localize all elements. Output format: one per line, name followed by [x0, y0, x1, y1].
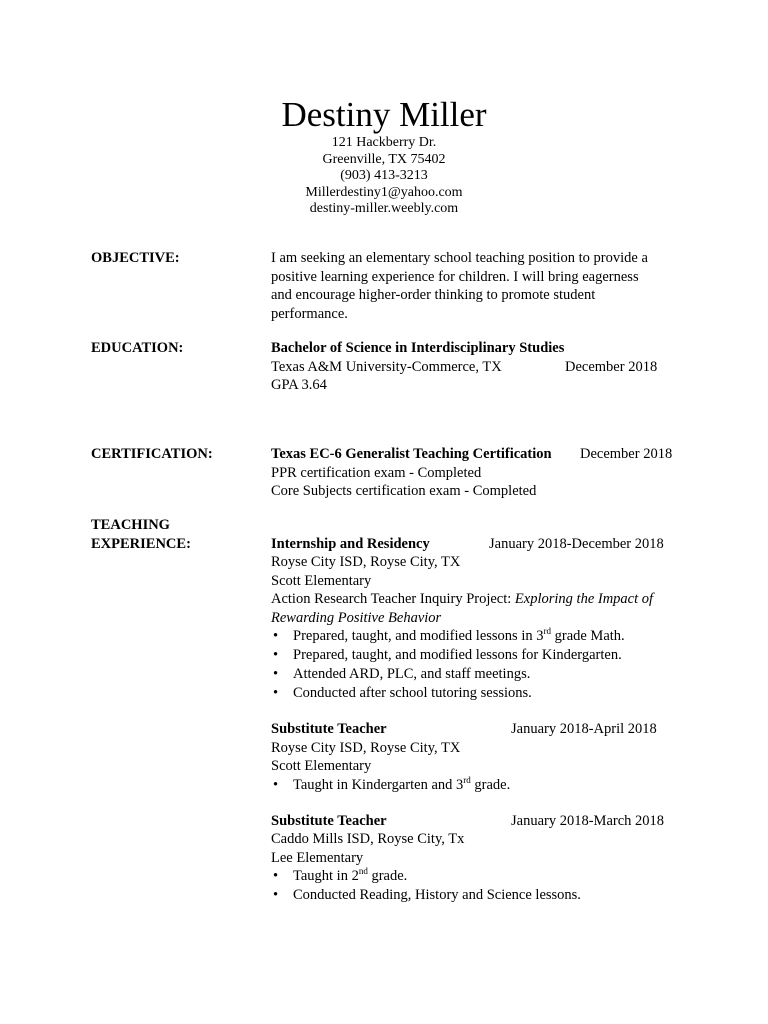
experience-label: [91, 516, 261, 553]
research-project: [271, 590, 691, 609]
degree-title: Bachelor of Science in Interdisciplinary Studies: [271, 340, 565, 356]
job-bullet: [271, 867, 691, 886]
research-project-prefix: Action Research Teacher Inquiry Project:: [271, 591, 515, 607]
job-date: January 2018-March 2018: [511, 812, 665, 829]
ordinal-suffix: nd: [358, 866, 368, 877]
job-title: Internship and Residency: [271, 535, 430, 552]
research-project-title-continued: Rewarding Positive Behavior: [271, 609, 442, 626]
address-line-1: 121 Hackberry Dr.: [331, 135, 437, 150]
job-bullet-list: [271, 776, 691, 795]
objective-line: positive learning experience for children. I will bring eagerness: [271, 268, 639, 285]
job-bullet: • Prepared, taught, and modified lessons for Kindergarten.: [271, 646, 691, 665]
job-bullet-list: [271, 867, 691, 905]
job-bullet: [271, 627, 691, 646]
address-line-2: Greenville, TX 75402: [322, 151, 446, 167]
education-label: EDUCATION:: [91, 340, 184, 356]
gpa: GPA 3.64: [271, 377, 327, 393]
objective-label: OBJECTIVE:: [91, 250, 180, 266]
certification-row: [271, 445, 691, 464]
education-body: [271, 339, 691, 395]
certification-item: Core Subjects certification exam - Completed: [271, 483, 537, 499]
objective-line: I am seeking an elementary school teaching position to provide a: [271, 250, 648, 266]
bullet-text: Taught in 2: [293, 868, 359, 884]
experience-label-line: EXPERIENCE:: [91, 535, 191, 552]
resume-header: [0, 95, 768, 218]
phone-number: (903) 413-3213: [340, 168, 428, 183]
job-bullet: • Conducted after school tutoring sessions.: [271, 684, 691, 703]
bullet-text: grade.: [470, 776, 511, 793]
job-bullet: • Conducted Reading, History and Science lessons.: [271, 886, 691, 905]
bullet-text: Prepared, taught, and modified lessons in 3: [293, 628, 544, 644]
school-row: [271, 358, 691, 377]
job-entry: [271, 812, 691, 906]
bullet-text: grade Math.: [550, 628, 625, 644]
job-school: Scott Elementary: [271, 758, 372, 774]
job-district: Royse City ISD, Royse City, TX: [271, 554, 461, 570]
job-school: Scott Elementary: [271, 572, 372, 589]
job-bullet-list: [271, 627, 691, 703]
job-school: Lee Elementary: [271, 849, 364, 866]
ordinal-suffix: rd: [463, 774, 471, 785]
job-date: January 2018-December 2018: [489, 535, 664, 552]
job-title-row: [271, 720, 691, 739]
certification-title: Texas EC-6 Generalist Teaching Certification: [271, 446, 552, 462]
email-address: Millerdestiny1@yahoo.com: [305, 184, 463, 200]
job-title-row: [271, 535, 691, 554]
bullet-text: Taught in Kindergarten and 3: [293, 776, 464, 793]
ordinal-suffix: rd: [543, 626, 551, 637]
job-entry: [271, 535, 691, 704]
experience-label-line: TEACHING: [91, 517, 170, 533]
school-name: Texas A&M University-Commerce, TX: [271, 358, 502, 375]
objective-text: [271, 249, 691, 323]
certification-body: [271, 445, 691, 501]
objective-line: performance.: [271, 305, 348, 322]
candidate-name: Destiny Miller: [281, 95, 487, 134]
job-entry: [271, 720, 691, 795]
job-title-row: [271, 812, 691, 831]
objective-line: and encourage higher-order thinking to promote student: [271, 287, 596, 303]
experience-body: [271, 535, 691, 906]
certification-item: PPR certification exam - Completed: [271, 464, 482, 481]
job-bullet: • Attended ARD, PLC, and staff meetings.: [271, 665, 691, 684]
certification-date: December 2018: [580, 446, 673, 462]
job-bullet: [271, 776, 691, 795]
research-project-title: Exploring the Impact of: [514, 591, 654, 607]
job-date: January 2018-April 2018: [511, 721, 657, 737]
certification-label: CERTIFICATION:: [91, 446, 213, 462]
bullet-text: grade.: [367, 868, 408, 884]
job-title: Substitute Teacher: [271, 721, 387, 737]
education-date: December 2018: [565, 358, 658, 375]
job-district: Royse City ISD, Royse City, TX: [271, 739, 461, 756]
job-title: Substitute Teacher: [271, 812, 387, 829]
website-url: destiny-miller.weebly.com: [309, 201, 459, 216]
job-district: Caddo Mills ISD, Royse City, Tx: [271, 831, 465, 847]
